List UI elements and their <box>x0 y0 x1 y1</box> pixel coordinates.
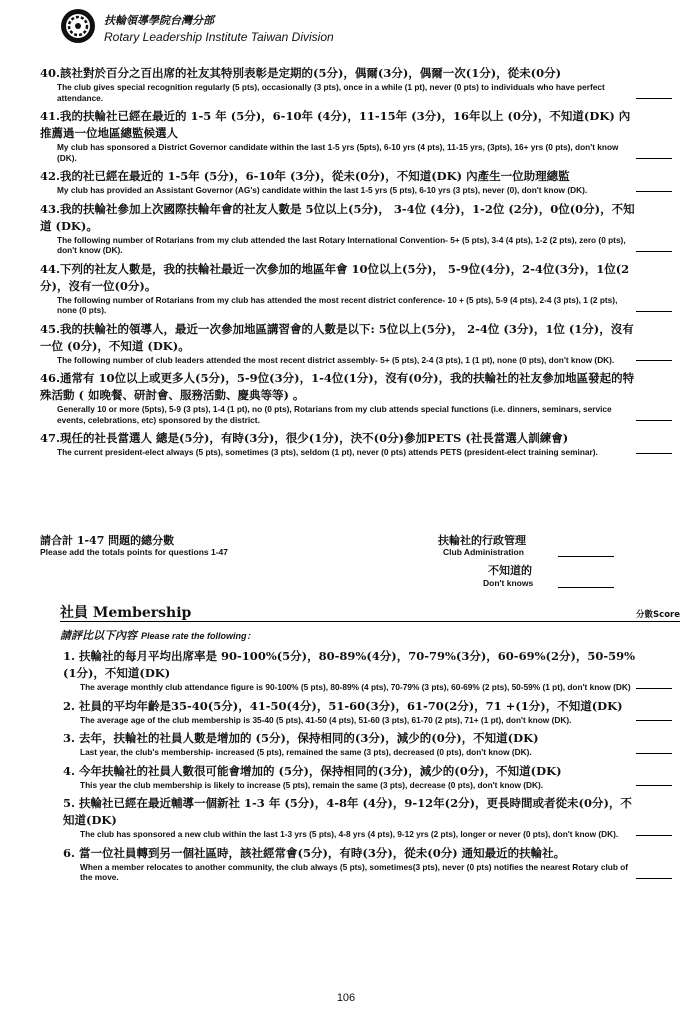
question-text-en: When a member relocates to another community, the club always (5 pts), sometimes(3 pts), never (0 pts) notifies the nearest Rotary club of the move. <box>80 861 629 882</box>
totals-label-en: Please add the totals points for questions 1-47 <box>40 547 228 557</box>
section-title-zh: 社員 <box>60 605 88 621</box>
rate-instruction <box>60 627 256 643</box>
question-text-zh: 扶輪社已經在最近輔導一個新社 1-3 年 (5分)，4-8年 (4分)，9-12年(2分)，更長時間或者從未(0分)，不知道(DK) <box>63 796 632 827</box>
question-item <box>40 261 680 316</box>
score-blank[interactable] <box>636 453 672 454</box>
question-item <box>40 430 680 458</box>
question-item <box>63 730 680 758</box>
question-text-zh: 通常有 10位以上或更多人(5分)，5-9位(3分)，1-4位(1分)，沒有(0分)，我的扶輪社的社友參加地區發起的特殊活動 ( 如晚餐、研討會、服務活動、慶典等等) 。 <box>40 371 635 402</box>
question-number: 47. <box>40 431 61 445</box>
page-number: 106 <box>336 992 356 1004</box>
question-text-en: The average age of the club membership is 35-40 (5 pts), 41-50 (4 pts), 51-60 (3 pts), 61-70 (2 pts), 71+ (1 pt), don't know (DK). <box>80 714 572 725</box>
org-name-en: Rotary Leadership Institute Taiwan Division <box>104 30 334 44</box>
question-text-zh: 社員的平均年齡是35-40(5分)，41-50(4分)，51-60(3分)，61-70(2分)，71 +(1分)，不知道(DK) <box>79 698 623 713</box>
score-blank[interactable] <box>636 311 672 312</box>
question-number: 6. <box>63 845 76 860</box>
question-number: 4. <box>63 763 76 778</box>
club-admin-label-en: Club Administration <box>443 547 524 557</box>
rotary-wheel-icon <box>60 8 96 44</box>
question-item <box>40 201 680 256</box>
score-blank[interactable] <box>636 720 672 721</box>
question-number: 3. <box>63 731 76 745</box>
question-text-zh: 去年，扶輪社的社員人數是增加的 (5分)，保持相同的(3分)，減少的(0分)，不知道(DK) <box>79 731 539 745</box>
membership-section-header <box>60 602 680 624</box>
score-blank[interactable] <box>636 360 672 361</box>
question-number: 42. <box>40 169 61 183</box>
question-text-en: My club has provided an Assistant Governor (AG's) candidate within the last 1-5 yrs (5 pts), 6-10 yrs (3 pts), never (0), don't know (DK). <box>57 185 588 195</box>
question-text-en: The following number of club leaders attended the most recent district assembly- 5+ (5 pts), 2-4 (3 pts), 1 (1 pt), none (0 pts), don't know (DK). <box>57 354 615 365</box>
question-text-en: The club gives special recognition regularly (5 pts), occasionally (3 pts), once in a while (1 pt), never (0 pts) to individuals who have perfect attendance. <box>57 82 605 103</box>
question-text-zh: 我的扶輪社參加上次國際扶輪年會的社友人數是 5位以上(5分)， 3-4位 (4分)，1-2位 (2分)，0位(0分)，不知道 (DK)。 <box>40 201 635 233</box>
score-blank[interactable] <box>636 158 672 159</box>
question-item <box>63 845 680 883</box>
totals-label-zh: 請合計 1-47 問題的總分數 <box>40 534 175 547</box>
rate-instruction-en: Please rate the following： <box>141 631 256 641</box>
score-blank[interactable] <box>636 878 672 879</box>
question-text-en: The club has sponsored a new club within the last 1-3 yrs (5 pts), 4-8 yrs (4 pts), 9-12 yrs (2 pts), longer or never (0 pts), don't know (DK). <box>80 829 619 839</box>
question-item <box>40 321 680 366</box>
question-number: 2. <box>63 698 76 713</box>
question-number: 1. <box>63 649 76 663</box>
club-admin-blank[interactable] <box>558 556 614 557</box>
section-title-en: Membership <box>92 605 192 621</box>
question-item <box>40 168 680 196</box>
score-blank[interactable] <box>636 251 672 252</box>
question-number: 44. <box>40 261 61 276</box>
administration-questions <box>40 65 680 463</box>
score-blank[interactable] <box>636 98 672 99</box>
question-text-en: The following number of Rotarians from my club has attended the most recent district conference- 10 + (5 pts), 5-9 (4 pts), 2-4 (3 pts), 1 (2 pts), none (0 pts). <box>57 294 618 315</box>
question-text-zh: 我的扶輪社已經在最近的 1-5 年 (5分)，6-10年 (4分)，11-15年 (3分)，16年以上 (0分)，不知道(DK) 內推薦過一位地區總監候選人 <box>40 109 631 140</box>
divider <box>60 621 200 622</box>
question-item <box>63 795 680 840</box>
question-number: 40. <box>40 66 61 80</box>
question-text-en: Generally 10 or more (5pts), 5-9 (3 pts), 1-4 (1 pt), no (0 pts), Rotarians from my club attends special functions (i.e. dinners, seminars, service events, celebrations, etc) sponsored by the district. <box>57 404 612 425</box>
question-text-en: The following number of Rotarians from my club attended the last Rotary International Convention- 5+ (5 pts), 3-4 (4 pts), 1-2 (2 pts), zero (0 pts), don't know (DK). <box>57 234 626 255</box>
page-header <box>60 8 680 52</box>
question-text-zh: 該社對於百分之百出席的社友其特別表彰是定期的(5分)，偶爾(3分)，偶爾一次(1分)，從未(0分) <box>60 66 562 80</box>
question-number: 46. <box>40 371 61 385</box>
score-blank[interactable] <box>636 835 672 836</box>
score-blank[interactable] <box>636 753 672 754</box>
divider <box>200 621 680 622</box>
question-item <box>40 370 680 425</box>
question-item <box>63 698 680 726</box>
question-text-zh: 今年扶輪社的社員人數很可能會增加的 (5分)，保持相同的(3分)，減少的(0分)，不知道(DK) <box>79 763 562 778</box>
question-text-en: The average monthly club attendance figure is 90-100% (5 pts), 80-89% (4 pts), 70-79% (3 pts), 60-69% (2 pts), 50-59% (1 pt), don't know (DK) <box>80 682 631 692</box>
score-blank[interactable] <box>636 785 672 786</box>
dont-know-blank[interactable] <box>558 587 614 588</box>
question-text-en: This year the club membership is likely to increase (5 pts), remain the same (3 pts), decrease (0 pts), don't know (DK). <box>80 779 544 790</box>
totals-block <box>40 532 680 592</box>
question-text-en: My club has sponsored a District Governor candidate within the last 1-5 yrs (5pts), 6-10 yrs (4 pts), 11-15 yrs, (3pts), 16+ yrs (0 pts), don't know (DK). <box>57 142 619 163</box>
question-number: 43. <box>40 201 61 216</box>
question-number: 41. <box>40 109 61 123</box>
question-text-zh: 我的扶輪社的領導人，最近一次參加地區講習會的人數是以下: 5位以上(5分)， 2-4位 (3分)，1位 (1分)，沒有一位 (0分)，不知道 (DK)。 <box>40 321 634 353</box>
question-number: 45. <box>40 321 61 336</box>
org-name-zh: 扶輪領導學院台灣分部 <box>104 14 214 27</box>
question-text-zh: 當一位社員轉到另一個社區時，該社經常會(5分)，有時(3分)，從未(0分) 通知最近的扶輪社。 <box>79 845 566 860</box>
rate-instruction-zh: 請評比以下內容 <box>60 629 137 642</box>
question-number: 5. <box>63 796 76 810</box>
question-item <box>40 65 680 103</box>
dont-know-label-zh: 不知道的 <box>488 564 532 577</box>
question-text-en: The current president-elect always (5 pts), sometimes (3 pts), seldom (1 pt), never (0 pts) attends PETS (president-elect training seminar). <box>57 447 598 457</box>
section-title <box>60 602 191 622</box>
score-blank[interactable] <box>636 191 672 192</box>
question-text-en: Last year, the club's membership- increased (5 pts), remained the same (3 pts), decreased (0 pts), don't know (DK). <box>80 747 532 757</box>
score-column-label: 分數Score <box>636 610 680 620</box>
membership-questions <box>63 648 680 888</box>
question-text-zh: 扶輪社的每月平均出席率是 90-100%(5分)，80-89%(4分)，70-79%(3分)，60-69%(2分)，50-59%(1分)，不知道(DK) <box>63 649 636 680</box>
question-text-zh: 下列的社友人數是，我的扶輪社最近一次參加的地區年會 10位以上(5分)， 5-9位(4分)，2-4位(3分)，1位(2分)，沒有一位(0分)。 <box>40 261 630 293</box>
club-admin-label-zh: 扶輪社的行政管理 <box>438 534 526 547</box>
question-text-zh: 現任的社長當選人 總是(5分)，有時(3分)，很少(1分)，決不(0分)參加PETS (社長當選人訓練會) <box>60 431 569 445</box>
question-item <box>63 648 680 693</box>
question-text-zh: 我的社已經在最近的 1-5年 (5分)，6-10年 (3分)，從未(0分)，不知道(DK) 內產生一位助理總監 <box>60 169 570 183</box>
dont-know-label-en: Don't knows <box>483 578 534 588</box>
question-item <box>40 108 680 163</box>
question-item <box>63 763 680 791</box>
score-blank[interactable] <box>636 688 672 689</box>
score-blank[interactable] <box>636 420 672 421</box>
